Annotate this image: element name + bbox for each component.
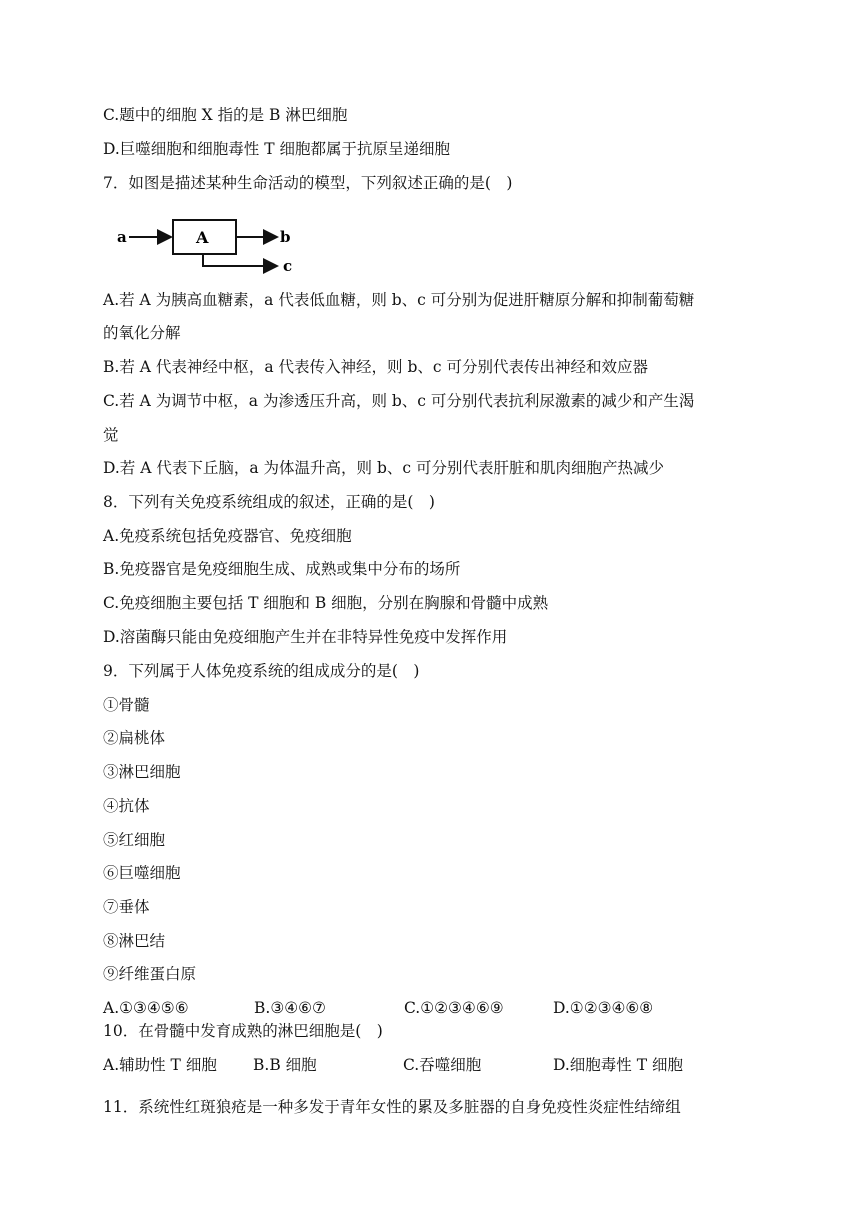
q8-option-a: A.免疫系统包括免疫器官、免疫细胞 <box>103 527 352 545</box>
q10-option-c: C.吞噬细胞 <box>403 1056 482 1074</box>
q11-stem: 11．系统性红斑狼疮是一种多发于青年女性的累及多脏器的自身免疫性炎症性结缔组 <box>103 1098 681 1116</box>
diagram-output-b-label: b <box>280 228 291 246</box>
q9-item-1: ①骨髓 <box>103 696 150 714</box>
q9-item-8: ⑧淋巴结 <box>103 932 166 950</box>
q7-option-d: D.若 A 代表下丘脑，a 为体温升高，则 b、c 可分别代表肝脏和肌肉细胞产热减少 <box>103 459 664 477</box>
diagram-output-c-label: c <box>283 257 293 275</box>
q7-model-diagram <box>115 215 315 275</box>
q10-options <box>103 1055 760 1075</box>
q9-stem: 9．下列属于人体免疫系统的组成成分的是( ) <box>103 662 420 680</box>
q9-item-5: ⑤红细胞 <box>103 831 166 849</box>
q10-option-a: A.辅助性 T 细胞 <box>103 1056 217 1074</box>
q9-item-9: ⑨纤维蛋白原 <box>103 965 197 983</box>
q9-item-7: ⑦垂体 <box>103 898 150 916</box>
q8-option-c: C.免疫细胞主要包括 T 细胞和 B 细胞，分别在胸腺和骨髓中成熟 <box>103 594 549 612</box>
diagram-output-c-arrow <box>203 254 277 266</box>
q9-option-b: B.③④⑥⑦ <box>254 999 326 1017</box>
q6-option-c: C.题中的细胞 X 指的是 B 淋巴细胞 <box>103 106 348 124</box>
q7-option-b: B.若 A 代表神经中枢，a 代表传入神经，则 b、c 可分别代表传出神经和效应器 <box>103 358 648 376</box>
q7-option-c-cont: 觉 <box>103 426 119 444</box>
q10-option-d: D.细胞毒性 T 细胞 <box>553 1056 683 1074</box>
q7-option-a-cont: 的氧化分解 <box>103 324 181 342</box>
q7-option-c: C.若 A 为调节中枢，a 为渗透压升高，则 b、c 可分别代表抗利尿激素的减少和产生渴 <box>103 392 695 410</box>
diagram-input-label: a <box>117 228 127 246</box>
q9-option-c: C.①②③④⑥⑨ <box>404 999 504 1017</box>
q9-option-a: A.①③④⑤⑥ <box>103 999 189 1017</box>
q9-item-4: ④抗体 <box>103 797 150 815</box>
q7-option-a: A.若 A 为胰高血糖素，a 代表低血糖，则 b、c 可分别为促进肝糖原分解和抑制葡萄糖 <box>103 291 695 309</box>
q7-stem: 7．如图是描述某种生命活动的模型，下列叙述正确的是( ) <box>103 174 513 192</box>
q9-item-3: ③淋巴细胞 <box>103 763 181 781</box>
q8-stem: 8．下列有关免疫系统组成的叙述，正确的是( ) <box>103 493 435 511</box>
q6-option-d: D.巨噬细胞和细胞毒性 T 细胞都属于抗原呈递细胞 <box>103 140 450 158</box>
diagram-box-label: A <box>196 228 209 247</box>
q10-option-b: B.B 细胞 <box>253 1056 317 1074</box>
q9-options <box>103 998 760 1018</box>
q9-option-d: D.①②③④⑥⑧ <box>553 999 654 1017</box>
q8-option-b: B.免疫器官是免疫细胞生成、成熟或集中分布的场所 <box>103 560 461 578</box>
q10-stem: 10．在骨髓中发育成熟的淋巴细胞是( ) <box>103 1022 383 1040</box>
q9-item-2: ②扁桃体 <box>103 729 166 747</box>
q9-item-6: ⑥巨噬细胞 <box>103 864 181 882</box>
q8-option-d: D.溶菌酶只能由免疫细胞产生并在非特异性免疫中发挥作用 <box>103 628 508 646</box>
